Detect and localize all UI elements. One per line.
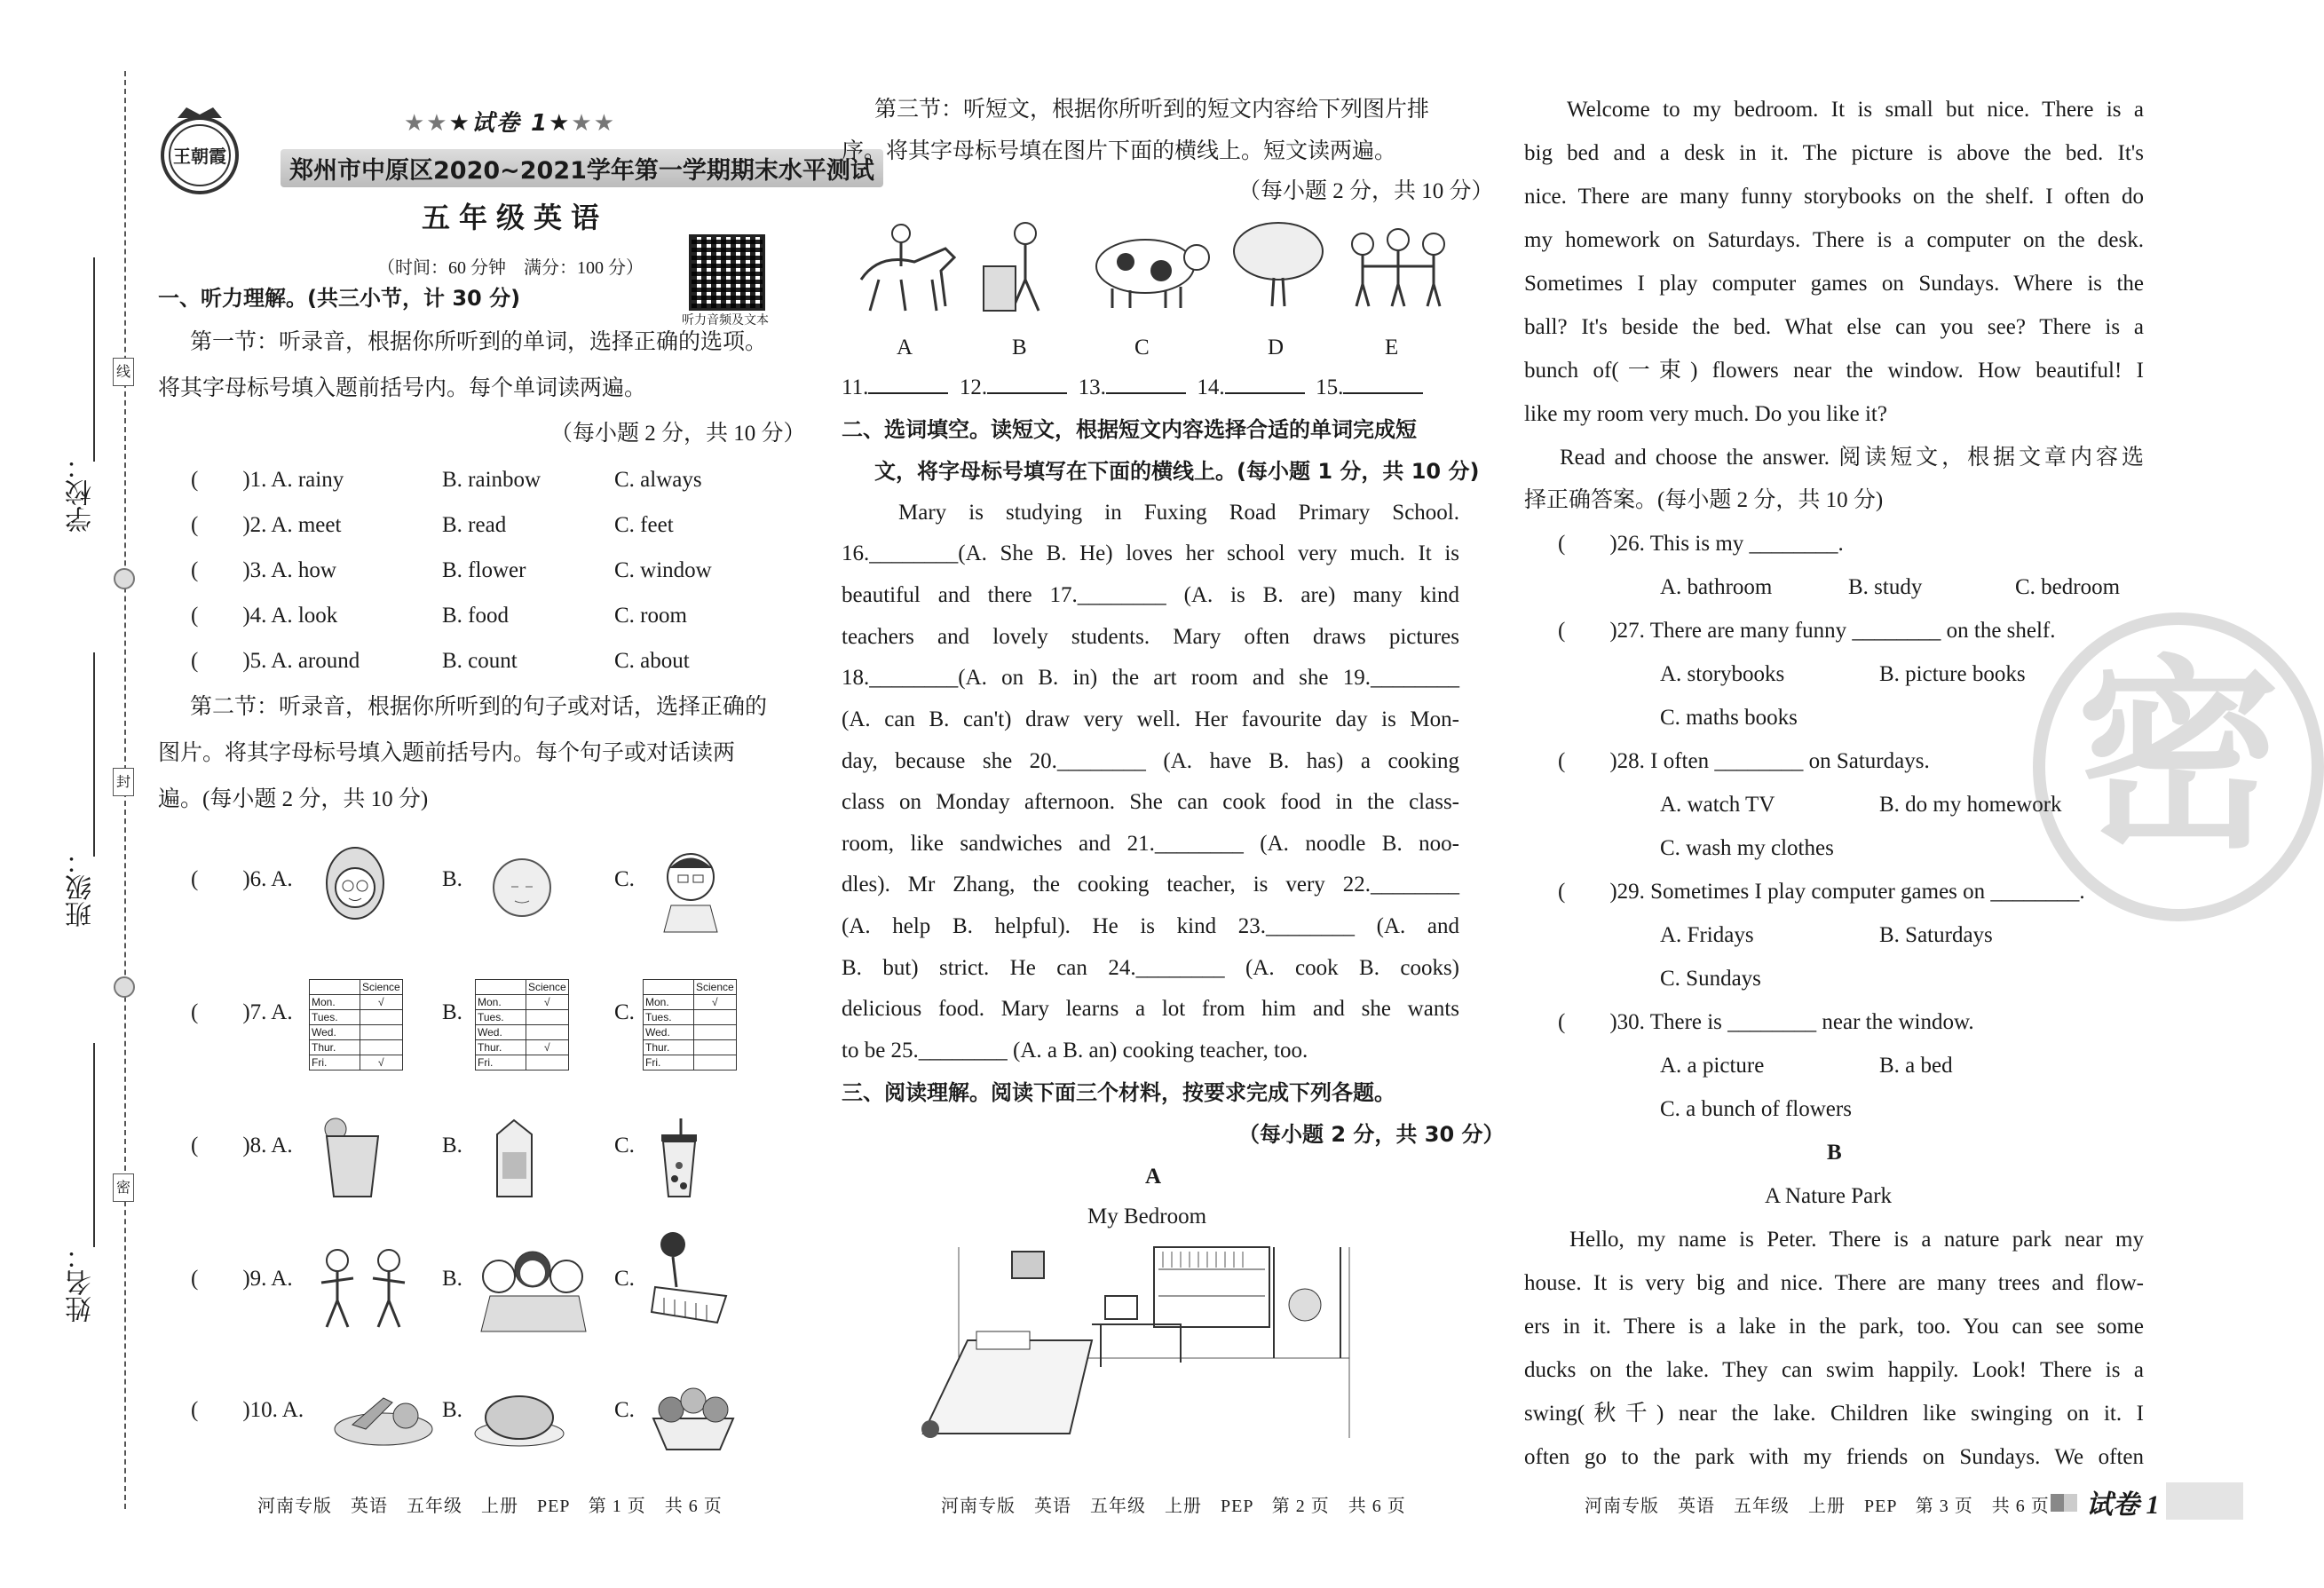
option-c: C. — [614, 1134, 635, 1157]
option-c: C. about — [614, 649, 690, 673]
passage-line: B. but) strict. He can 24.________ (A. cook B. cooks) — [842, 956, 1459, 980]
option-b: B. food — [442, 604, 509, 628]
question-row: ( )4. A. look — [191, 604, 338, 628]
q27: ( )27. There are many funny ________ on the shelf. — [1558, 619, 2056, 643]
q8-label: ( )8. A. — [191, 1134, 293, 1157]
option-c: C. always — [614, 468, 702, 492]
passage-line: 16.________(A. She B. He) loves her school very much. It is — [842, 541, 1459, 565]
q9-label: ( )9. A. — [191, 1267, 293, 1291]
q11-15: 11. 12. 13. 14. 15. — [842, 374, 1423, 402]
seal-mark-xian: 线 — [113, 358, 134, 386]
option-a: A. watch TV — [1660, 793, 1775, 817]
option-c: C. maths books — [1660, 706, 1798, 730]
option-c: C. feet — [614, 513, 674, 537]
passage-line: (A. can B. can't) draw very well. Her favourite day is Mon- — [842, 707, 1459, 731]
option-c: C. — [614, 1267, 635, 1291]
name-line — [93, 1043, 95, 1247]
riding-horse-picture — [852, 217, 968, 315]
binding-hole — [114, 976, 135, 998]
option-b: B. — [442, 1134, 462, 1157]
passage-line: Hello, my name is Peter. There is a nature park near my — [1569, 1228, 2144, 1252]
option-b: B. — [442, 867, 462, 891]
option-c: C. bedroom — [2015, 575, 2121, 599]
option-a: A. bathroom — [1660, 575, 1773, 599]
pic-label-a: A — [897, 336, 913, 359]
question-row: ( )1. A. rainy — [191, 468, 344, 492]
fruit-basket-picture — [644, 1374, 742, 1454]
option-b: B. — [442, 1398, 462, 1422]
passage-line: bunch of(一束) flowers near the window. How beautiful! I — [1524, 359, 2144, 383]
page-footer: 河南专版 英语 五年级 上册 PEP 第 3 页 共 6 页 — [1585, 1497, 2050, 1516]
s3-score: （每小题 2 分，共 10 分） — [1238, 179, 1494, 203]
old-woman-picture — [486, 848, 557, 932]
s2-instruction-3: 遍。(每小题 2 分，共 10 分) — [158, 787, 429, 811]
schedule-table-a: Science Mon. √ Tues. Wed. Thur. Fri. √ — [309, 979, 403, 1071]
class-label: 班级： — [66, 848, 97, 928]
brand-logo — [160, 102, 240, 209]
q26: ( )26. This is my ________. — [1558, 532, 1844, 556]
exam-title: 郑州市中原区2020~2021学年第一学期期末水平测试 — [281, 149, 883, 187]
seal-mark-feng: 封 — [113, 768, 134, 796]
passage-line: often go to the park with my friends on Sundays. We often — [1524, 1445, 2144, 1469]
subject-title: 五年级英语 — [422, 201, 609, 234]
passage-line: 18.________(A. on B. in) the art room and she 19.________ — [842, 666, 1459, 690]
option-b: B. — [442, 1267, 462, 1291]
passage-line: dles). Mr Zhang, the cooking teacher, is very 22.________ — [842, 873, 1459, 897]
option-b: B. do my homework — [1879, 793, 2062, 817]
part3-score: （每小题 2 分，共 30 分） — [1238, 1122, 1505, 1147]
pic-label-e: E — [1385, 336, 1399, 359]
confidential-stamp: 密 — [2033, 612, 2324, 921]
option-c: C. wash my clothes — [1660, 836, 1834, 860]
passage-line: Sometimes I play computer games on Sundays. Where is the — [1524, 272, 2144, 296]
page-footer: 河南专版 英语 五年级 上册 PEP 第 1 页 共 6 页 — [257, 1497, 723, 1516]
s2-instruction-2: 图片。将其字母标号填入题前括号内。每个句子或对话读两 — [158, 741, 736, 765]
passage-line: my homework on Saturdays. There is a computer on the desk. — [1524, 228, 2144, 252]
option-b: B. Saturdays — [1879, 923, 1993, 947]
q30: ( )30. There is ________ near the window. — [1558, 1010, 1974, 1034]
school-line — [93, 257, 95, 462]
s2-instruction: 第二节：听录音，根据你所听到的句子或对话，选择正确的 — [190, 695, 768, 719]
option-c: C. — [614, 1000, 635, 1024]
passage-line: house. It is very big and nice. There are many trees and flow- — [1524, 1271, 2144, 1295]
option-a: A. a picture — [1660, 1054, 1765, 1078]
qr-code[interactable] — [689, 234, 765, 311]
singing-kids-picture — [472, 1243, 592, 1336]
corner-band — [2166, 1482, 2243, 1520]
s3-instruction-2: 序。将其字母标号填在图片下面的横线上。短文读两遍。 — [842, 139, 1397, 163]
question-row: ( )3. A. how — [191, 558, 336, 582]
passage-line: like my room very much. Do you like it? — [1524, 402, 1887, 426]
q10-label: ( )10. A. — [191, 1398, 304, 1422]
passage-line: (A. help B. helpful). He is kind 23.________ (A. and — [842, 914, 1459, 938]
schedule-table-b: Science Mon. √ Tues. Wed. Thur. √ Fri. — [475, 979, 569, 1071]
class-line — [93, 652, 95, 857]
man-glasses-picture — [646, 843, 735, 932]
pic-label-b: B — [1012, 336, 1027, 359]
passage-line: big bed and a desk in it. The picture is above the bed. It's — [1524, 141, 2144, 165]
q7-label: ( )7. A. — [191, 1000, 293, 1024]
pic-label-c: C — [1134, 336, 1150, 359]
milk-carton-picture — [490, 1117, 539, 1201]
part2-heading-2: 文，将字母标号填写在下面的横线上。(每小题 1 分，共 10 分) — [874, 459, 1480, 484]
option-c: C. Sundays — [1660, 967, 1761, 991]
option-a: A. storybooks — [1660, 662, 1785, 686]
option-b: B. study — [1848, 575, 1923, 599]
passage-line: nice. There are many funny storybooks on the shelf. I often do — [1524, 185, 2144, 209]
passage-line: delicious food. Mary learns a lot from him and she wants — [842, 997, 1459, 1021]
option-b: B. — [442, 1000, 462, 1024]
time-info: （时间：60 分钟 满分：100 分） — [377, 258, 644, 278]
page-footer: 河南专版 英语 五年级 上册 PEP 第 2 页 共 6 页 — [941, 1497, 1406, 1516]
series-label: 试卷 1 — [470, 110, 549, 137]
q28: ( )28. I often ________ on Saturdays. — [1558, 749, 1930, 773]
corner-tag: 试卷 1 — [2086, 1490, 2160, 1520]
s3-instruction: 第三节：听短文，根据你所听到的短文内容给下列图片排 — [874, 98, 1430, 122]
svg-text:王朝霞: 王朝霞 — [173, 146, 226, 167]
option-b: B. flower — [442, 558, 526, 582]
passage-line: class on Monday afternoon. She can cook food in the class- — [842, 790, 1459, 814]
passage-b-label: B — [1827, 1141, 1842, 1165]
option-c: C. a bunch of flowers — [1660, 1097, 1852, 1121]
pic-label-d: D — [1268, 336, 1285, 359]
passage-a-label: A — [1145, 1165, 1162, 1189]
passage-line: teachers and lovely students. Mary often draws pictures — [842, 625, 1459, 649]
passage-line: ducks on the lake. They can swim happily. Look! There is a — [1524, 1358, 2144, 1382]
question-row: ( )5. A. around — [191, 649, 360, 673]
option-c: C. window — [614, 558, 712, 582]
passage-line: ers in it. There is a lake in the park, too. You can see some — [1524, 1315, 2144, 1339]
rc-instruction-2: 择正确答案。(每小题 2 分，共 10 分) — [1524, 488, 1884, 512]
packing-suitcase-picture — [976, 217, 1074, 315]
piano-girl-picture — [646, 1225, 731, 1336]
option-b: B. a bed — [1879, 1054, 1953, 1078]
part2-heading: 二、选词填空。读短文，根据短文内容选择合适的单词完成短 — [842, 417, 1417, 442]
passage-line: ball? It's beside the bed. What else can you see? There is a — [1524, 315, 2144, 339]
qr-caption: 听力音频及文本 — [682, 314, 769, 328]
bedroom-picture — [914, 1243, 1394, 1442]
option-c: C. — [614, 1398, 635, 1422]
roast-chicken-picture — [470, 1380, 568, 1451]
option-b: B. read — [442, 513, 507, 537]
school-label: 学校： — [66, 453, 97, 533]
option-a: A. Fridays — [1660, 923, 1754, 947]
passage-line: room, like sandwiches and 21.________ (A. noodle B. noo- — [842, 832, 1459, 856]
passage-line: Welcome to my bedroom. It is small but nice. There is a — [1567, 98, 2144, 122]
passage-line: day, because she 20.________ (A. have B. has) a cooking — [842, 749, 1459, 773]
corner-decoration — [2051, 1494, 2077, 1512]
rc-instruction: Read and choose the answer. 阅读短文，根据文章内容选 — [1560, 446, 2144, 470]
cow-picture — [1081, 226, 1210, 311]
schedule-table-c: Science Mon. √ Tues. Wed. Thur. Fri. — [643, 979, 737, 1071]
binding-hole — [114, 568, 135, 589]
option-c: C. — [614, 867, 635, 891]
option-b: B. count — [442, 649, 518, 673]
q29: ( )29. Sometimes I play computer games on ________. — [1558, 880, 2085, 904]
series-title: ★★★试卷 1★★★ — [404, 110, 617, 137]
option-b: B. rainbow — [442, 468, 541, 492]
seal-mark-mi: 密 — [113, 1173, 134, 1202]
dancing-kids-picture — [311, 1243, 417, 1336]
vegetables-picture — [330, 1380, 437, 1451]
option-c: C. room — [614, 604, 687, 628]
question-row: ( )2. A. meet — [191, 513, 342, 537]
passage-b-title: A Nature Park — [1765, 1184, 1893, 1208]
passage-line: swing(秋千) near the lake. Children like swinging on it. I — [1524, 1402, 2144, 1426]
passage-line: Mary is studying in Fuxing Road Primary School. — [898, 501, 1459, 525]
s1-score: （每小题 2 分，共 10 分） — [550, 422, 806, 446]
juice-glass-picture — [320, 1117, 386, 1201]
s1-instruction-2: 将其字母标号填入题前括号内。每个单词读两遍。 — [158, 376, 647, 400]
passage-line: to be 25.________ (A. a B. an) cooking teacher, too. — [842, 1039, 1308, 1063]
option-b: B. picture books — [1879, 662, 2026, 686]
name-label: 姓名： — [66, 1243, 97, 1323]
passage-line: beautiful and there 17.________ (A. is B. are) many kind — [842, 583, 1459, 607]
part1-heading: 一、听力理解。(共三小节，计 30 分) — [158, 286, 521, 311]
passage-a-title: My Bedroom — [1087, 1205, 1207, 1229]
tree-picture — [1229, 217, 1327, 311]
playing-kids-picture — [1340, 222, 1456, 311]
bubble-tea-picture — [652, 1117, 706, 1201]
s1-instruction: 第一节：听录音，根据你所听到的单词，选择正确的选项。 — [190, 330, 768, 354]
woman-glasses-picture — [320, 843, 391, 932]
part3-heading: 三、阅读理解。阅读下面三个材料，按要求完成下列各题。 — [842, 1080, 1395, 1105]
q6-label: ( )6. A. — [191, 867, 293, 891]
